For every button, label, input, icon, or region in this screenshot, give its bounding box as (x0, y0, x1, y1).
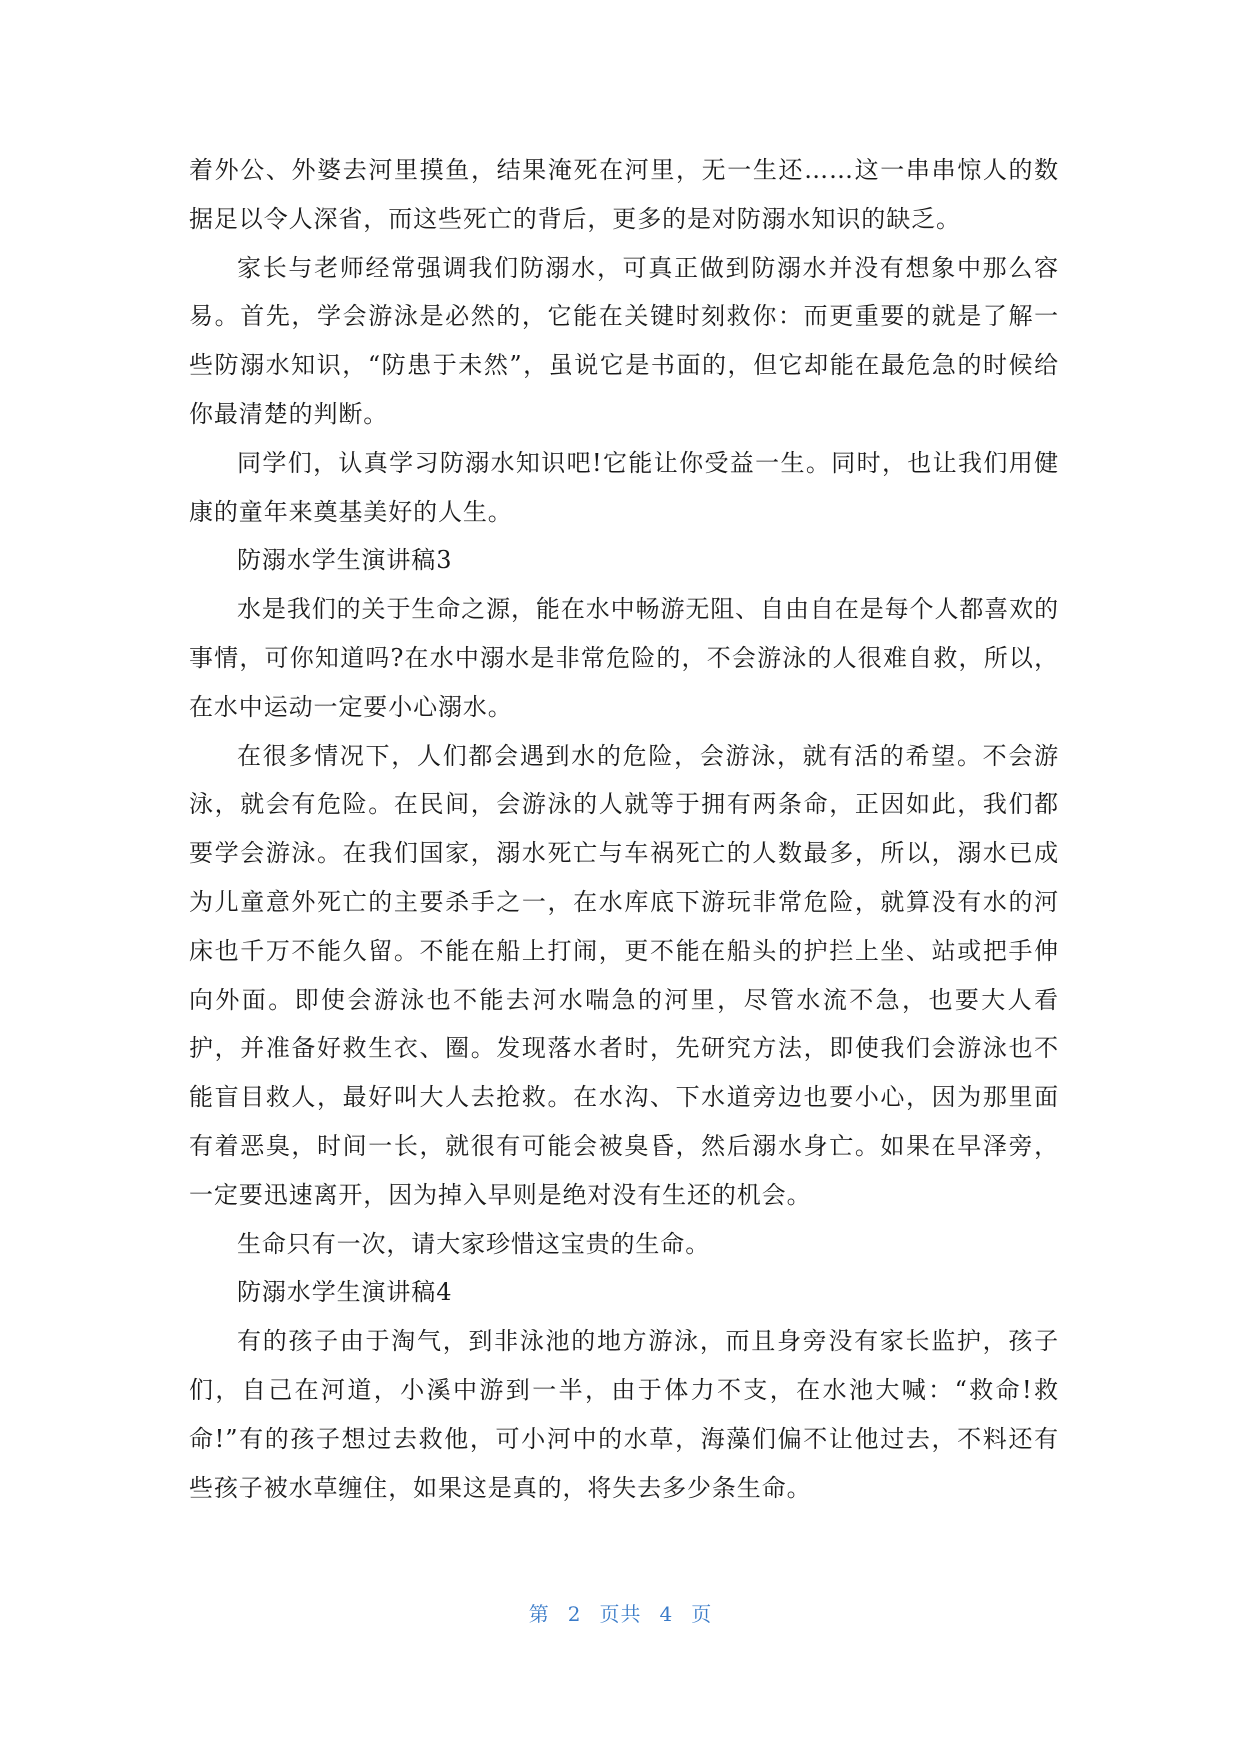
paragraph: 着外公、外婆去河里摸鱼，结果淹死在河里，无一生还……这一串串惊人的数据足以令人深省，而这些死亡的背后，更多的是对防溺水知识的缺乏。 (189, 156, 1059, 233)
footer-suffix: 页 (691, 1602, 713, 1626)
paragraph: 生命只有一次，请大家珍惜这宝贵的生命。 (237, 1229, 711, 1258)
paragraph: 家长与老师经常强调我们防溺水，可真正做到防溺水并没有想象中那么容易。首先，学会游泳是必然的，它能在关键时刻救你：而更重要的就是了解一些防溺水知识，“防患于未然”，虽说它是书面的，但它却能在最危急的时候给你最清楚的判断。 (189, 253, 1059, 428)
footer-total-pages: 4 (659, 1602, 674, 1626)
footer-prefix: 第 (528, 1602, 550, 1626)
paragraph: 同学们，认真学习防溺水知识吧!它能让你受益一生。同时，也让我们用健康的童年来奠基美好的人生。 (189, 448, 1059, 526)
footer-current-page: 2 (567, 1602, 582, 1626)
paragraph: 在很多情况下，人们都会遇到水的危险，会游泳，就有活的希望。不会游泳，就会有危险。在民间，会游泳的人就等于拥有两条命，正因如此，我们都要学会游泳。在我们国家，溺水死亡与车祸死亡的人数最多，所以，溺水已成为儿童意外死亡的主要杀手之一，在水库底下游玩非常危险，就算没有水的河床也千万不能久留。不能在船上打闹，更不能在船头的护拦上坐、站或把手伸向外面。即使会游泳也不能去河水喘急的河里，尽管水流不急，也要大人看护，并准备好救生衣、圈。发现落水者时，先研究方法，即使我们会游泳也不能盲目救人，最好叫大人去抢救。在水沟、下水道旁边也要小心，因为那里面有着恶臭，时间一长，就很有可能会被臭昏，然后溺水身亡。如果在早泽旁，一定要迅速离开，因为掉入早则是绝对没有生还的机会。 (189, 741, 1059, 1209)
footer-middle: 页共 (599, 1602, 642, 1626)
paragraph: 水是我们的关于生命之源，能在水中畅游无阻、自由自在是每个人都喜欢的事情，可你知道吗?在水中溺水是非常危险的，不会游泳的人很难自救，所以，在水中运动一定要小心溺水。 (189, 595, 1059, 721)
page-footer (0, 1600, 1241, 1628)
section-heading: 防溺水学生演讲稿4 (237, 1278, 453, 1307)
section-heading: 防溺水学生演讲稿3 (237, 546, 453, 575)
paragraph: 有的孩子由于淘气，到非泳池的地方游泳，而且身旁没有家长监护，孩子们，自己在河道，小溪中游到一半，由于体力不支，在水池大喊：“救命!救命!”有的孩子想过去救他，可小河中的水草，海藻们偏不让他过去，不料还有些孩子被水草缠住，如果这是真的，将失去多少条生命。 (189, 1327, 1059, 1502)
document-body (189, 146, 1059, 1512)
